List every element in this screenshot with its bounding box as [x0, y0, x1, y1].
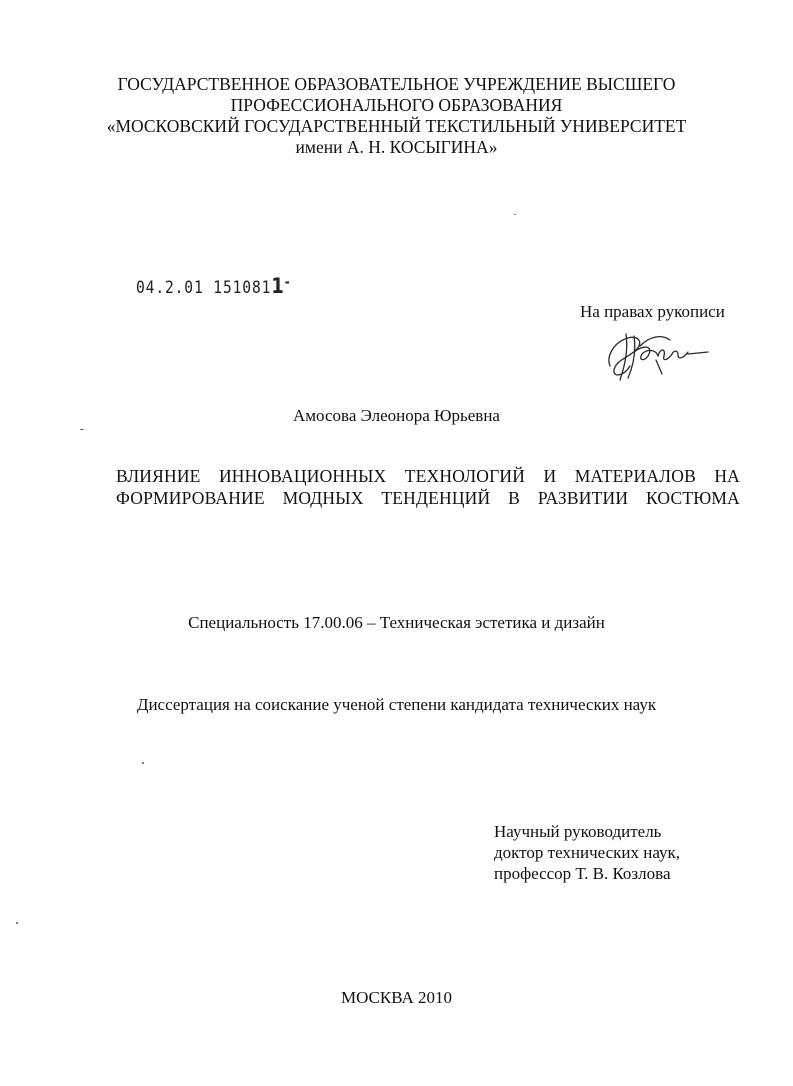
- stamp-printed-number: 04.2.01 151081: [136, 278, 272, 298]
- specialty: Специальность 17.00.06 – Техническая эстетика и дизайн: [188, 613, 605, 632]
- author-name: Амосова Элеонора Юрьевна: [293, 406, 500, 425]
- rights-note: На правах рукописи: [580, 302, 725, 321]
- dissertation-title-line-2: ФОРМИРОВАНИЕ МОДНЫХ ТЕНДЕНЦИЙ В РАЗВИТИИ КОСТЮМА: [116, 488, 740, 508]
- scan-speck: [142, 762, 144, 764]
- registration-stamp: 04.2.01 1510811-: [136, 274, 291, 298]
- dissertation-note: Диссертация на соискание ученой степени кандидата технических наук: [136, 695, 657, 714]
- institution-line-4: имени А. Н. КОСЫГИНА»: [295, 137, 498, 157]
- scan-speck: [80, 429, 84, 430]
- institution-line-3: «МОСКОВСКИЙ ГОСУДАРСТВЕННЫЙ ТЕКСТИЛЬНЫЙ УНИВЕРСИТЕТ: [106, 116, 687, 136]
- institution-line-1: ГОСУДАРСТВЕННОЕ ОБРАЗОВАТЕЛЬНОЕ УЧРЕЖДЕНИЕ ВЫСШЕГО: [117, 74, 676, 94]
- scan-speck: [514, 214, 516, 215]
- dissertation-title-line-1: ВЛИЯНИЕ ИННОВАЦИОННЫХ ТЕХНОЛОГИЙ И МАТЕРИАЛОВ НА: [116, 466, 740, 486]
- author-signature: [604, 330, 710, 382]
- stamp-handwritten-digit: 1: [271, 274, 285, 298]
- supervisor-role: Научный руководитель: [494, 822, 662, 841]
- supervisor-name: профессор Т. В. Козлова: [494, 864, 671, 883]
- scan-speck: [16, 922, 18, 924]
- institution-line-2: ПРОФЕССИОНАЛЬНОГО ОБРАЗОВАНИЯ: [230, 95, 563, 115]
- city-year: МОСКВА 2010: [340, 988, 453, 1007]
- supervisor-degree: доктор технических наук,: [494, 843, 681, 862]
